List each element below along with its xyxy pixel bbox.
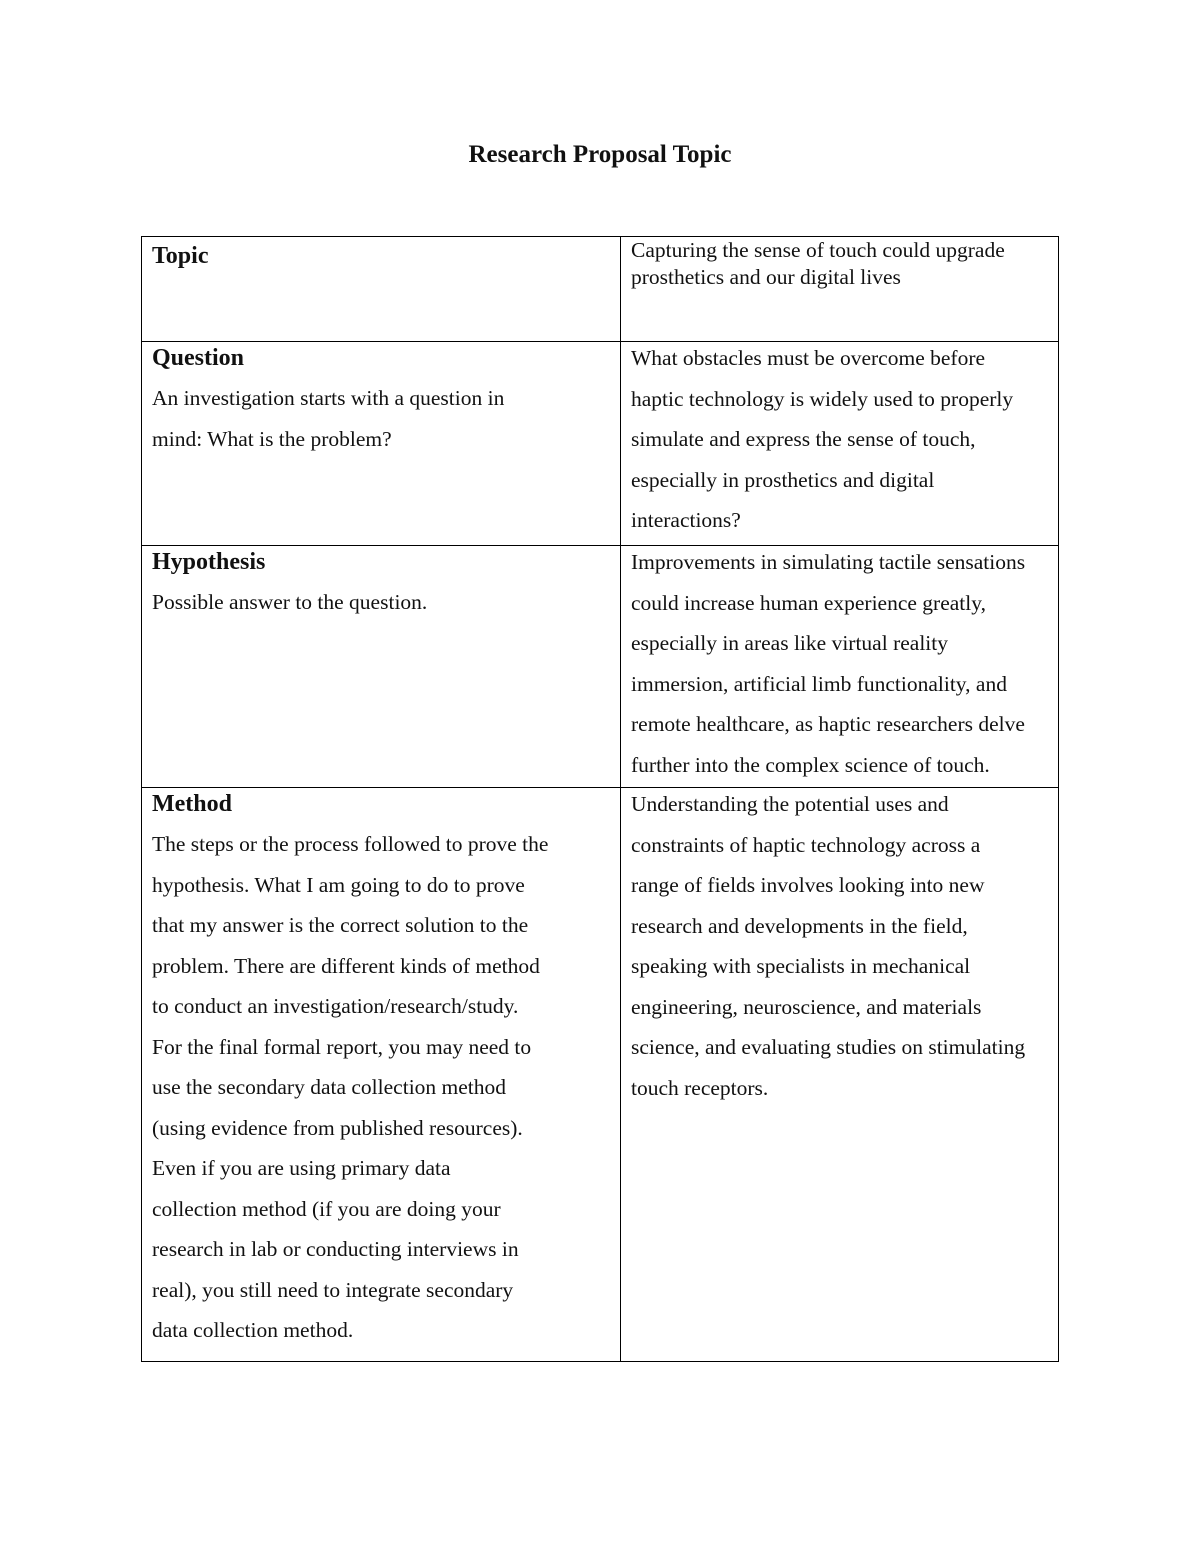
table-row-method: [142, 788, 1059, 1362]
hypothesis-answer: Improvements in simulating tactile sensations could increase human experience greatly, especially in areas like virtual reality immersion, artificial limb functionality, and remote healthcare, as haptic researchers delve further into the complex science of touch.: [631, 550, 1026, 777]
topic-heading: Topic: [152, 243, 209, 269]
topic-label-cell: [142, 237, 621, 342]
table-row-hypothesis: [142, 546, 1059, 788]
topic-answer: Capturing the sense of touch could upgrade prosthetics and our digital lives: [631, 238, 1005, 289]
hypothesis-label-cell: [142, 546, 621, 788]
question-heading: Question: [152, 345, 245, 371]
hypothesis-heading: Hypothesis: [152, 549, 266, 575]
table-row-question: [142, 342, 1059, 546]
question-description: An investigation starts with a question in mind: What is the problem?: [152, 386, 505, 451]
method-answer: Understanding the potential uses and constraints of haptic technology across a range of fields involves looking into new research and developments in the field, speaking with specialists in mechanical engineering, neuroscience, and materials science, and evaluating studies on stimulating touch receptors.: [631, 792, 1026, 1100]
table-row-topic: [142, 237, 1059, 342]
hypothesis-answer-cell: [621, 546, 1059, 788]
question-answer: What obstacles must be overcome before haptic technology is widely used to properly simulate and express the sense of touch, especially in prosthetics and digital interactions?: [631, 346, 1014, 532]
question-label-cell: [142, 342, 621, 546]
topic-answer-cell: [621, 237, 1059, 342]
method-answer-cell: [621, 788, 1059, 1362]
hypothesis-description: Possible answer to the question.: [152, 590, 428, 614]
proposal-table: [141, 236, 1059, 1362]
question-answer-cell: [621, 342, 1059, 546]
document-title: Research Proposal Topic: [468, 141, 732, 168]
method-heading: Method: [152, 791, 232, 817]
method-label-cell: [142, 788, 621, 1362]
method-description: The steps or the process followed to prove the hypothesis. What I am going to do to prove that my answer is the correct solution to the problem. There are different kinds of method to conduct an investigation/research/study. For the final formal report, you may need to use the secondary data collection method (using evidence from published resources). Even if you are using primary data collection method (if you are doing your research in lab or conducting interviews in real), you still need to integrate secondary data collection method.: [152, 832, 549, 1342]
